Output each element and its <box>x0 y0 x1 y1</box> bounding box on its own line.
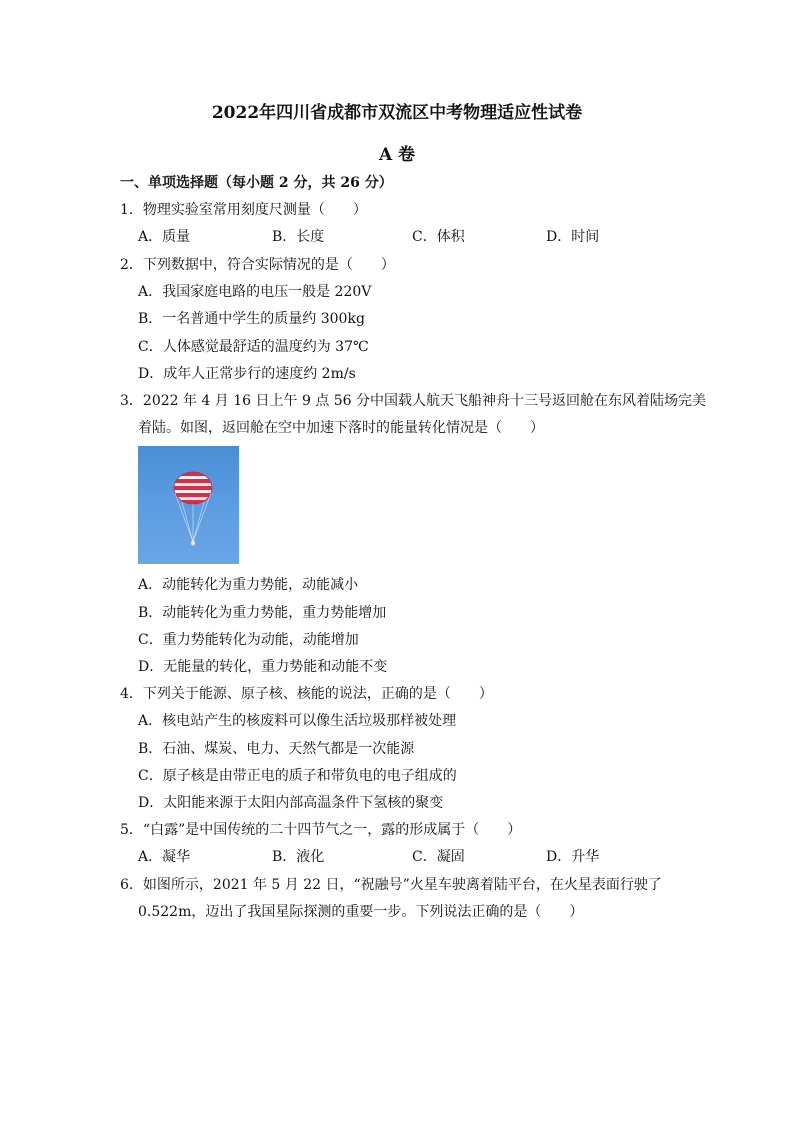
q4-option-c: C．原子核是由带正电的质子和带负电的电子组成的 <box>138 768 457 784</box>
q4-option-a: A．核电站产生的核废料可以像生活垃圾那样被处理 <box>138 713 457 729</box>
q4-option-d: D．太阳能来源于太阳内部高温条件下氢核的聚变 <box>138 795 444 811</box>
q4-option-b: B．石油、煤炭、电力、天然气都是一次能源 <box>138 741 415 757</box>
q6-stem-line2: 0.522m，迈出了我国星际探测的重要一步。下列说法正确的是（ ） <box>138 904 584 920</box>
q1-option-d: D．时间 <box>546 229 600 245</box>
q3-option-c: C．重力势能转化为动能，动能增加 <box>138 632 359 648</box>
q2-stem: 2．下列数据中，符合实际情况的是（ ） <box>120 257 395 273</box>
parachute-photo <box>138 446 239 564</box>
q5-option-a: A．凝华 <box>138 849 191 865</box>
q1-stem: 1．物理实验室常用刻度尺测量（ ） <box>120 202 367 218</box>
q4-stem: 4．下列关于能源、原子核、核能的说法，正确的是（ ） <box>120 686 493 702</box>
q3-stem-line1: 3．2022 年 4 月 16 日上午 9 点 56 分中国载人航天飞船神舟十三号返回舱在东风着陆场完美 <box>120 393 707 409</box>
q1-option-b: B．长度 <box>272 229 325 245</box>
q3-option-d: D．无能量的转化，重力势能和动能不变 <box>138 659 388 675</box>
q1-option-c: C．体积 <box>412 229 465 245</box>
q6-stem-line1: 6．如图所示，2021 年 5 月 22 日，“祝融号”火星车驶离着陆平台，在火星表面行驶了 <box>120 877 662 893</box>
exam-subtitle: A 卷 <box>378 145 416 165</box>
q5-option-b: B．液化 <box>272 849 325 865</box>
exam-title: 2022年四川省成都市双流区中考物理适应性试卷 <box>211 103 583 123</box>
q3-stem-line2: 着陆。如图，返回舱在空中加速下落时的能量转化情况是（ ） <box>138 420 544 436</box>
q2-option-b: B．一名普通中学生的质量约 300kg <box>138 311 365 327</box>
q2-option-a: A．我国家庭电路的电压一般是 220V <box>138 284 372 300</box>
q3-option-a: A．动能转化为重力势能，动能减小 <box>138 577 359 593</box>
q2-option-c: C．人体感觉最舒适的温度约为 37℃ <box>138 339 369 355</box>
q5-option-d: D．升华 <box>546 849 600 865</box>
section-heading: 一、单项选择题（每小题 2 分，共 26 分） <box>120 175 393 191</box>
q5-stem: 5．“白露”是中国传统的二十四节气之一，露的形成属于（ ） <box>120 822 522 838</box>
q1-option-a: A．质量 <box>138 229 191 245</box>
parachute-illustration <box>138 446 239 564</box>
q3-option-b: B．动能转化为重力势能，重力势能增加 <box>138 605 387 621</box>
q2-option-d: D．成年人正常步行的速度约 2m/s <box>138 366 356 382</box>
q5-option-c: C．凝固 <box>412 849 465 865</box>
return-capsule <box>191 541 195 546</box>
